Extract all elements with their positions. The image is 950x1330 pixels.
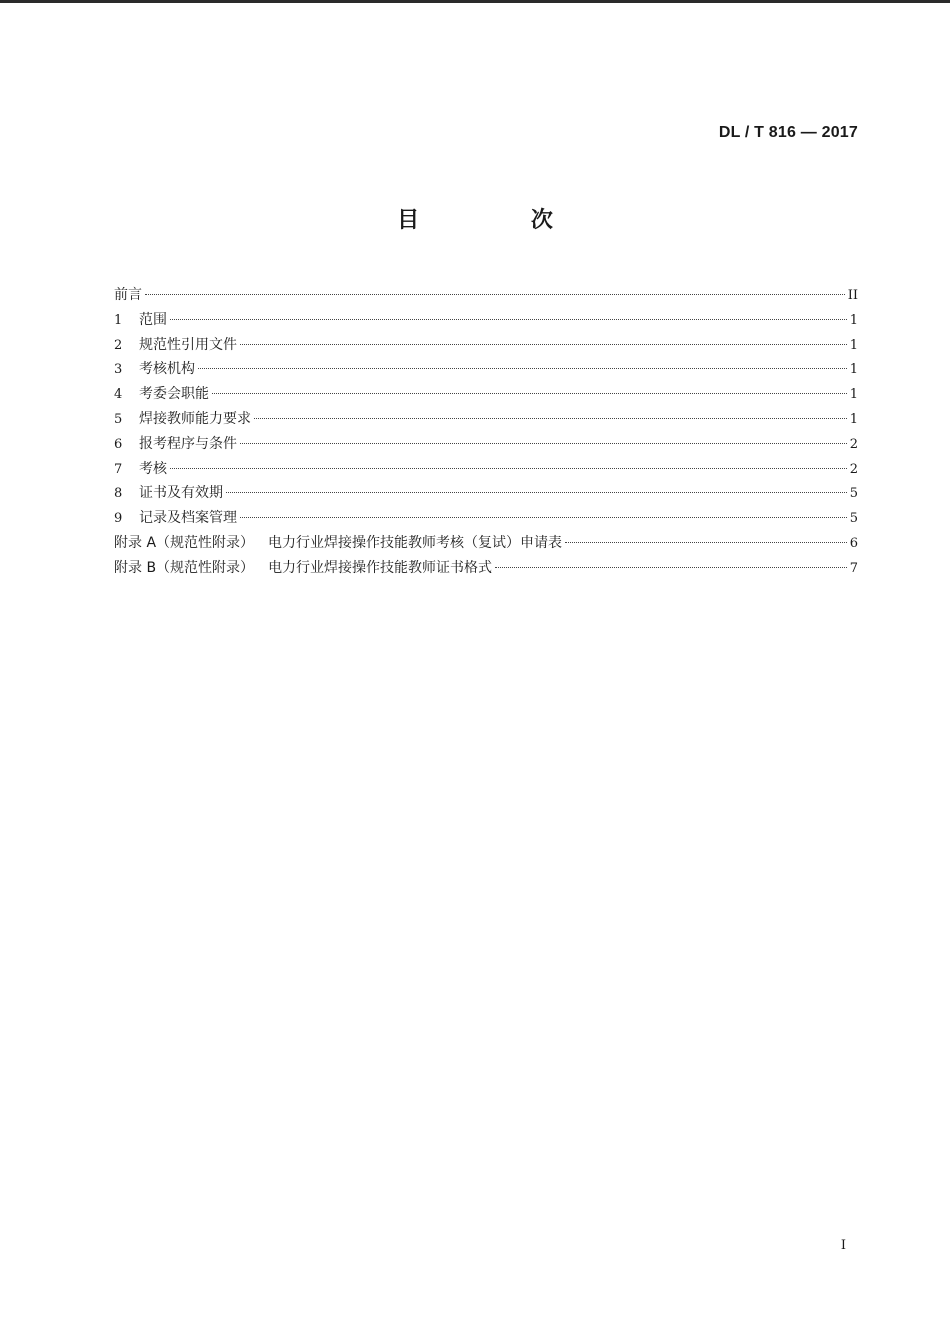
toc-entry-page: 1 bbox=[849, 387, 858, 403]
toc-leader-dots bbox=[240, 344, 847, 345]
toc-entry-label: 附录 B（规范性附录） bbox=[114, 559, 255, 576]
toc-title: 目 次 bbox=[397, 208, 605, 233]
toc-leader-dots bbox=[565, 542, 847, 543]
toc-leader-dots bbox=[226, 492, 847, 493]
toc-entry-page: II bbox=[847, 288, 858, 303]
toc-leader-dots bbox=[198, 368, 847, 369]
toc-entry-foreword[interactable] bbox=[114, 284, 858, 309]
toc-leader-dots bbox=[240, 517, 847, 518]
toc-entry-label: 记录及档案管理 bbox=[139, 510, 237, 527]
toc-entry-label: 范围 bbox=[139, 311, 167, 328]
toc-entry-page: 1 bbox=[849, 337, 858, 353]
toc-entry-label: 附录 A（规范性附录） bbox=[114, 534, 255, 551]
toc-entry-label: 规范性引用文件 bbox=[139, 336, 237, 353]
toc-entry-number: 7 bbox=[114, 461, 123, 477]
toc-entry-number: 8 bbox=[114, 486, 123, 502]
toc-entry-9[interactable] bbox=[114, 507, 858, 532]
toc-entry-title: 电力行业焊接操作技能教师考核（复试）申请表 bbox=[268, 534, 563, 551]
toc-entry-4[interactable] bbox=[114, 383, 858, 408]
toc-entry-number: 1 bbox=[114, 312, 123, 328]
toc-leader-dots bbox=[170, 319, 847, 320]
toc-leader-dots bbox=[145, 294, 845, 295]
toc-entry-number: 3 bbox=[114, 362, 123, 378]
toc-entry-label: 考核 bbox=[139, 460, 167, 477]
toc-entry-label: 报考程序与条件 bbox=[139, 435, 237, 452]
toc-entry-label: 焊接教师能力要求 bbox=[139, 410, 251, 427]
toc-entry-title: 电力行业焊接操作技能教师证书格式 bbox=[268, 559, 493, 576]
toc-leader-dots bbox=[254, 418, 847, 419]
toc-entry-appendix-b[interactable] bbox=[114, 557, 858, 582]
toc-leader-dots bbox=[170, 468, 847, 469]
toc-entry-number: 5 bbox=[114, 411, 123, 427]
toc-entry-page: 5 bbox=[849, 486, 858, 502]
toc-entry-page: 7 bbox=[849, 560, 858, 576]
toc-entry-appendix-a[interactable] bbox=[114, 532, 858, 557]
page-number: I bbox=[840, 1238, 846, 1253]
toc-entry-page: 1 bbox=[849, 312, 858, 328]
toc-entry-label: 证书及有效期 bbox=[139, 485, 223, 502]
toc-entry-page: 1 bbox=[849, 411, 858, 427]
toc-entry-number: 6 bbox=[114, 436, 123, 452]
toc-entry-page: 2 bbox=[849, 461, 858, 477]
toc-entry-page: 5 bbox=[849, 511, 858, 527]
toc-leader-dots bbox=[495, 567, 847, 568]
toc-entry-1[interactable] bbox=[114, 309, 858, 334]
toc-entry-8[interactable] bbox=[114, 482, 858, 507]
toc-entry-number: 2 bbox=[114, 337, 123, 353]
toc-entry-label: 前言 bbox=[114, 287, 142, 303]
toc-entry-page: 1 bbox=[849, 362, 858, 378]
document-code: DL / T 816 — 2017 bbox=[718, 124, 858, 141]
top-border-rule bbox=[0, 0, 950, 3]
toc-entry-5[interactable] bbox=[114, 408, 858, 433]
table-of-contents bbox=[114, 284, 858, 582]
toc-entry-page: 2 bbox=[849, 436, 858, 452]
toc-entry-7[interactable] bbox=[114, 458, 858, 483]
toc-entry-3[interactable] bbox=[114, 358, 858, 383]
toc-leader-dots bbox=[212, 393, 847, 394]
toc-entry-number: 9 bbox=[114, 511, 123, 527]
toc-entry-page: 6 bbox=[849, 535, 858, 551]
toc-entry-6[interactable] bbox=[114, 433, 858, 458]
toc-leader-dots bbox=[240, 443, 847, 444]
toc-entry-2[interactable] bbox=[114, 334, 858, 359]
toc-entry-label: 考委会职能 bbox=[139, 386, 209, 403]
toc-entry-label: 考核机构 bbox=[139, 361, 195, 378]
toc-entry-number: 4 bbox=[114, 387, 123, 403]
